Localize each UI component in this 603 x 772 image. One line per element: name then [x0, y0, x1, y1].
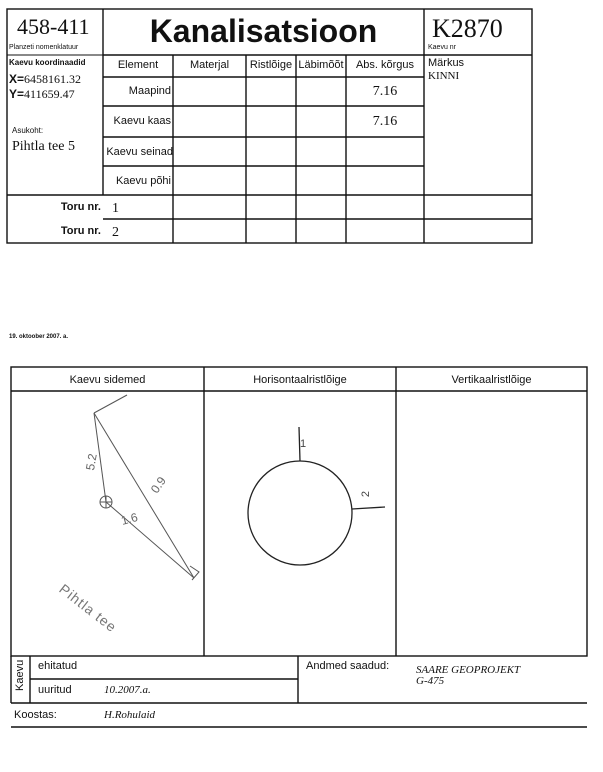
compiled-label: Koostas: — [14, 709, 57, 721]
hand-label: 0.9 — [147, 474, 169, 496]
page-title: Kanalisatsioon — [149, 13, 378, 49]
street-label: Pihtla tee — [56, 580, 121, 636]
x-label: X= — [9, 72, 25, 86]
col-material: Materjal — [189, 59, 230, 71]
row-height: 7.16 — [372, 114, 398, 129]
header-horizontal: Horisontaalristlõige — [253, 374, 347, 386]
col-cross-section: Ristlõige — [249, 59, 293, 71]
hand-label: 1 — [300, 438, 307, 450]
surveyed-label: uuritud — [38, 684, 72, 696]
surveyed-value: 10.2007.a. — [104, 684, 151, 696]
data-source-code: G-475 — [416, 675, 445, 687]
col-abs-height: Abs. kõrgus — [355, 59, 415, 71]
row-height: 7.16 — [372, 84, 398, 99]
y-label: Y= — [9, 87, 25, 101]
header-connections: Kaevu sidemed — [69, 374, 146, 386]
pipe-value: 1 — [112, 201, 119, 216]
hand-label: 5.2 — [83, 452, 100, 472]
pipe-label: Toru nr. — [60, 225, 101, 237]
well-number-label: Kaevu nr — [428, 44, 457, 51]
col-element: Element — [117, 59, 159, 71]
y-value: 411659.47 — [24, 87, 75, 101]
row-element: Kaevu seinad — [106, 146, 173, 158]
pipe-label: Toru nr. — [60, 201, 101, 213]
map-number-label: Planzeti nomenklatuur — [9, 44, 79, 51]
row-element: Kaevu põhi — [115, 175, 171, 187]
coords-label: Kaevu koordinaadid — [9, 58, 86, 67]
col-diameter: Läbimõõt — [298, 59, 344, 71]
header-vertical: Vertikaalristlõige — [451, 374, 532, 386]
remarks-value: KINNI — [428, 70, 460, 82]
hand-label: 1.6 — [119, 510, 140, 528]
data-source-value: SAARE GEOPROJEKT — [416, 664, 521, 676]
row-element: Maapind — [128, 85, 171, 97]
built-label: ehitatud — [38, 660, 78, 672]
date-line: 19. oktoober 2007. a. — [9, 334, 69, 340]
address-value: Pihtla tee 5 — [12, 139, 75, 154]
data-source-label: Andmed saadud: — [306, 660, 390, 672]
address-label: Asukoht: — [12, 126, 44, 135]
x-value: 6458161.32 — [24, 72, 82, 86]
pipe-value: 2 — [112, 225, 119, 240]
row-element: Kaevu kaas — [113, 115, 171, 127]
well-side-label: Kaevu — [14, 659, 26, 691]
hand-label: 2 — [360, 490, 373, 498]
well-number: K2870 — [432, 14, 503, 43]
remarks-label: Märkus — [428, 57, 465, 69]
map-number: 458-411 — [17, 14, 90, 39]
compiled-value: H.Rohulaid — [104, 709, 156, 721]
